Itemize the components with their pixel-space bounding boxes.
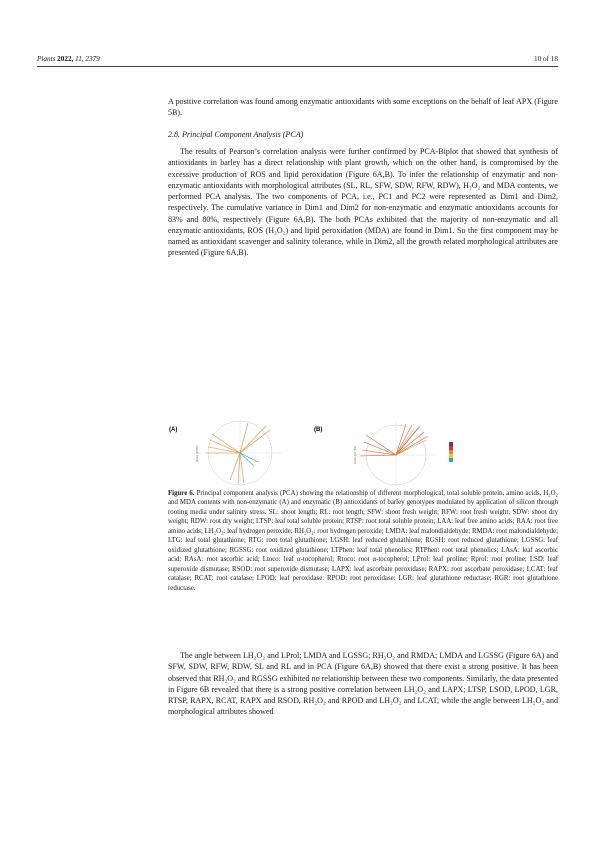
caption-text: Principal component analysis (PCA) showing the relationship of different morphological, total soluble protein, amino acids, H₂O₂ and MDA contents with non-enzymatic (A) and enzymatic (B) antioxidants of barley genotypes modulated by application of silicon through rooting media under salinity stress. SL: shoot length; RL: root length; SFW: shoot fresh weight; RFW: root fresh weight; SDW: shoot dry weight; RDW: root dry weight; LTSP: leaf total soluble protein; RTSP: root total soluble protein; LAA: leaf free amino acids; RAA: root free amino acids; LH₂O₂: leaf hydrogen peroxide; RH₂O₂: root hydrogen peroxide; LMDA: leaf malondialdehyde; RMDA: root malondialdehyde; LTG: leaf total glutathione; RTG: root total glutathione; LGSH: leaf reduced glutathione; RGSH: root reduced glutathione; LGSSG: leaf oxidized glutathione; RGSSG: root oxidized glutathione; LTPhen: leaf total phenolics; RTPhen: root total phenolics; LAsA: leaf ascorbic acid; RAsA: root ascorbic acid; Ltoco: leaf α-tocopherol; Rtoco: root α-tocopherol; LProl: leaf proline; Rprol: root proline; LSD: leaf superoxide dismutase; RSOD: root superoxide dismutase; LAPX: leaf ascorbate peroxidase; RAPX: root ascorbate peroxidase; LCAT: leaf catalase; RCAT: root catalase; LPOD: leaf peroxidase: RPOD: root peroxidase: LGR: leaf glutathione reductase; RGR: root glutathione reductase. <box>168 490 558 592</box>
panel-a-label: (A) <box>169 427 178 433</box>
running-header-journal: Plants 2022, 11, 2379 <box>37 55 100 63</box>
pca-biplot-figure <box>168 420 558 486</box>
panel-a-biplot <box>195 420 282 486</box>
section-heading-pca: 2.8. Principal Component Analysis (PCA) <box>168 130 304 139</box>
panel-b-biplot <box>353 422 436 486</box>
figure-6-caption <box>168 489 558 593</box>
axis-a-y-label: Dim2 (4.5%) <box>195 445 199 462</box>
axis-b-y-label: Dim2 (12.4%) <box>353 445 357 464</box>
header-rule <box>37 66 558 67</box>
color-scale-legend <box>449 442 453 462</box>
paragraph-pca-results: The results of Pearson’s correlation analysis were further confirmed by PCA-Biplot that showed that synthesis of antioxidants in barley has a direct relationship with plant growth, which on the other hand, is compromised by the excessive production of ROS and lipid peroxidation (Figure 6A,B). To infer the relationship of enzymatic and non-enzymatic antioxidants with morphological attributes (SL, RL, SFW, SDW, RFW, RDW), H₂O₂ and MDA contents, we performed PCA analysis. The two components of PCA, i.e., PC1 and PC2 were represented as Dim1 and Dim2, respectively. The cumulative variance in Dim1 and Dim2 for non-enzymatic and enzymatic antioxidants accounts for 83% and 80%, respectively (Figure 6A,B). The both PCAs exhibited that the majority of non-enzymatic and all enzymatic antioxidants, ROS (H₂O₂) and lipid peroxidation (MDA) are found in Dim1. So the first component may be named as antioxidant scavenger and salinity tolerance, while in Dim2, all the growth related morphological attributes are presented (Figure 6A,B). <box>168 147 558 258</box>
page-number: 10 of 18 <box>534 55 558 63</box>
paragraph-positive-correlation: A positive correlation was found among enzymatic antioxidants with some exceptions on the behalf of leaf APX (Figure 5B). <box>168 97 558 118</box>
figure-6-panels <box>168 420 558 486</box>
caption-label: Figure 6. <box>168 490 195 497</box>
panel-b-label: (B) <box>314 427 323 433</box>
paragraph-angle-relationships: The angle between LH₂O₂ and LProl; LMDA and LGSSG; RH₂O₂ and RMDA; LMDA and LGSSG (Figure 6A) and SFW, SDW, RFW, RDW, SL and RL and in PCA (Figure 6A,B) showed that there exist a strong positive. It has been observed that RH₂O₂ and RGSSG exhibited no relationship between these two components. Similarly, the data presented in Figure 6B revealed that there is a strong positive correlation between LH₂O₂ and LAPX; LTSP, LSOD, LPOD, LGR, RTSP, RAPX, RCAT, RAPX and RSOD, RH₂O₂ and RPOD and LH₂O₂ and LCAT, while the angle between LH₂O₂ and morphological attributes showed <box>168 651 558 717</box>
